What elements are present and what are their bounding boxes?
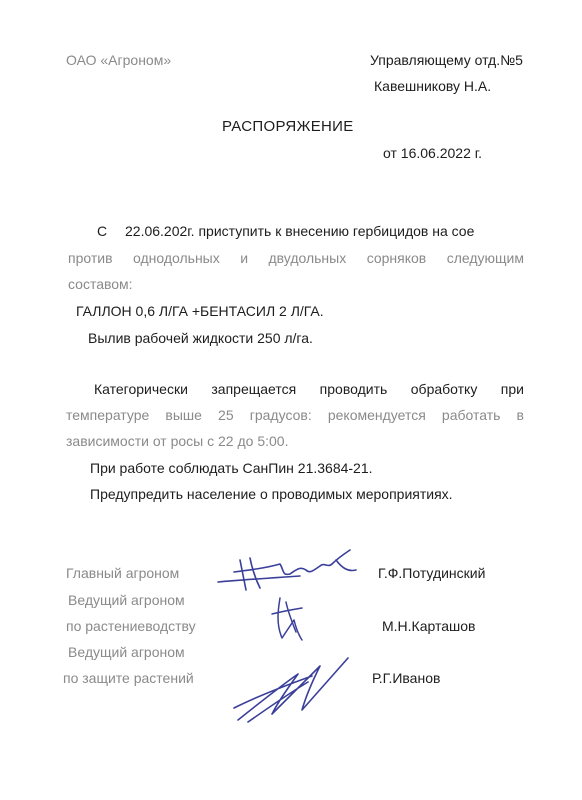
paragraph2-line2: температуре выше 25 градусов: рекомендуется работать в <box>66 407 524 423</box>
signatory3-role-line1: Ведущий агроном <box>68 644 185 660</box>
paragraph1-line2: против однодольных и двудольных сорняков следующим <box>68 250 524 266</box>
signature-kartashov <box>262 592 312 646</box>
signature-ivanov <box>228 648 358 728</box>
herbicide-mix: ГАЛЛОН 0,6 Л/ГА +БЕНТАСИЛ 2 Л/ГА. <box>76 303 324 319</box>
signature-potudinsky <box>210 540 370 596</box>
paragraph1-line3: составом: <box>68 276 133 292</box>
signatory2-role-line1: Ведущий агроном <box>68 592 185 608</box>
signatory3-name: Р.Г.Иванов <box>372 670 441 686</box>
sanpin-note: При работе соблюдать СанПин 21.3684-21. <box>90 460 373 476</box>
signatory2-name: М.Н.Карташов <box>382 618 476 634</box>
signatory1-name: Г.Ф.Потудинский <box>378 565 486 581</box>
recipient-position: Управляющему отд.№5 <box>370 52 523 68</box>
document-date: от 16.06.2022 г. <box>383 145 483 161</box>
application-rate: Вылив рабочей жидкости 250 л/га. <box>88 330 313 346</box>
signatory2-role-line2: по растениеводству <box>66 618 196 634</box>
paragraph1-line1: 22.06.202г. приступить к внесению гербицидов на сое <box>125 223 475 239</box>
organization-name: ОАО «Агроном» <box>66 52 172 68</box>
paragraph2-line3: зависимости от росы с 22 до 5:00. <box>66 433 289 449</box>
signatory1-role: Главный агроном <box>66 565 180 581</box>
paragraph2-line1: Категорически запрещается проводить обработку при <box>94 381 524 397</box>
document-title: РАСПОРЯЖЕНИЕ <box>222 118 354 135</box>
paragraph1-prefix: С <box>97 223 108 239</box>
recipient-name: Кавешникову Н.А. <box>374 78 492 94</box>
signatory3-role-line2: по защите растений <box>63 670 194 686</box>
population-warning: Предупредить население о проводимых мероприятиях. <box>90 486 453 502</box>
